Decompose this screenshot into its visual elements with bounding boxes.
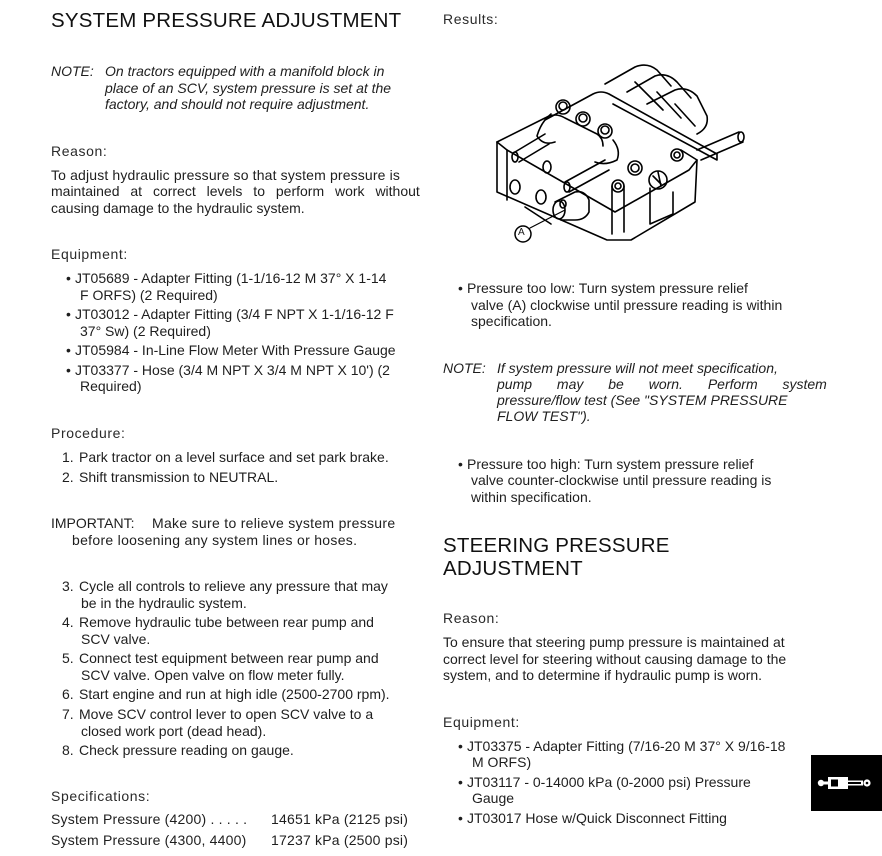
equipment-item-cont: F ORFS) (2 Required)	[80, 287, 218, 303]
result-line: valve counter-clockwise until pressure reading is	[471, 472, 772, 488]
note-label: NOTE:	[443, 360, 486, 376]
section-title-line: ADJUSTMENT	[443, 557, 583, 580]
note-line: factory, and should not require adjustment.	[105, 96, 370, 112]
result-line: specification.	[471, 313, 552, 329]
equipment-item: • JT05689 - Adapter Fitting (1-1/16-12 M 37° X 1-14	[75, 270, 386, 287]
reason-line: causing damage to the hydraulic system.	[51, 200, 305, 216]
spec-value: 14651 kPa (2125 psi)	[271, 811, 409, 827]
specifications-label: Specifications:	[51, 788, 151, 804]
step-text: Remove hydraulic tube between rear pump and	[79, 614, 374, 630]
step-number: 6.	[62, 686, 74, 702]
scv-valve-diagram	[485, 62, 750, 247]
step-text: Check pressure reading on gauge.	[79, 742, 294, 758]
important-label: IMPORTANT:	[51, 515, 135, 531]
note-label: NOTE:	[51, 63, 94, 79]
hydraulic-cylinder-icon	[817, 773, 875, 793]
results-label: Results:	[443, 11, 499, 27]
reason-line: maintained at correct levels to perform work without	[51, 183, 420, 199]
spec-row	[51, 832, 246, 849]
step-number: 1.	[62, 449, 74, 465]
page-title: SYSTEM PRESSURE ADJUSTMENT	[51, 9, 402, 32]
steering-reason-label: Reason:	[443, 610, 500, 626]
step-text: Connect test equipment between rear pump and	[79, 650, 379, 666]
step-text: Shift transmission to NEUTRAL.	[79, 469, 279, 485]
step-text-cont: SCV valve. Open valve on flow meter fully.	[81, 667, 345, 683]
step-text: Cycle all controls to relieve any pressure that may	[79, 578, 388, 594]
important-line: Make sure to relieve system pressure	[152, 515, 396, 531]
equipment-item: • JT03017 Hose w/Quick Disconnect Fitting	[467, 810, 727, 827]
result-line: • Pressure too high: Turn system pressure relief	[467, 456, 753, 473]
step-text: Park tractor on a level surface and set park brake.	[79, 449, 389, 465]
equipment-label: Equipment:	[51, 246, 128, 262]
equipment-item-cont: M ORFS)	[472, 754, 532, 770]
reason-line: To ensure that steering pump pressure is maintained at	[443, 634, 785, 650]
step-number: 2.	[62, 469, 74, 485]
step-text-cont: closed work port (dead head).	[81, 723, 267, 739]
reason-line: To adjust hydraulic pressure so that system pressure is	[51, 167, 401, 183]
equipment-item: • JT03117 - 0-14000 kPa (0-2000 psi) Pressure	[467, 774, 751, 791]
note-line: If system pressure will not meet specification,	[497, 360, 778, 376]
important-line: before loosening any system lines or hoses.	[72, 532, 358, 548]
step-text: Move SCV control lever to open SCV valve to a	[79, 706, 374, 722]
reason-line: system, and to determine if hydraulic pump is worn.	[443, 667, 763, 683]
note-line: place of an SCV, system pressure is set at the	[105, 80, 392, 96]
step-number: 5.	[62, 650, 74, 666]
steering-equipment-label: Equipment:	[443, 714, 520, 730]
step-number: 8.	[62, 742, 74, 758]
note-line: pump may be worn. Perform system	[497, 376, 827, 392]
step-number: 3.	[62, 578, 74, 594]
equipment-item: • JT03012 - Adapter Fitting (3/4 F NPT X 1-1/16-12 F	[75, 306, 394, 323]
reason-line: correct level for steering without causing damage to the	[443, 651, 787, 667]
note-line: On tractors equipped with a manifold block in	[105, 63, 385, 79]
step-text-cont: be in the hydraulic system.	[81, 595, 247, 611]
spec-row	[51, 811, 247, 828]
result-line: valve (A) clockwise until pressure reading is within	[471, 297, 783, 313]
spec-name: System Pressure (4200)	[51, 811, 207, 827]
note-line: pressure/flow test (See "SYSTEM PRESSURE	[497, 392, 788, 408]
spec-name: System Pressure (4300, 4400)	[51, 832, 247, 848]
reason-label: Reason:	[51, 143, 108, 159]
procedure-label: Procedure:	[51, 425, 126, 441]
equipment-item-cont: Required)	[80, 378, 142, 394]
equipment-item: • JT03375 - Adapter Fitting (7/16-20 M 37° X 9/16-18	[467, 738, 785, 755]
step-number: 4.	[62, 614, 74, 630]
spec-value: 17237 kPa (2500 psi)	[271, 832, 409, 848]
section-tab-hydraulics[interactable]	[811, 755, 882, 811]
result-line: • Pressure too low: Turn system pressure relief	[467, 280, 748, 297]
equipment-item: • JT03377 - Hose (3/4 M NPT X 3/4 M NPT X 10') (2	[75, 362, 390, 379]
section-title-line: STEERING PRESSURE	[443, 534, 670, 557]
equipment-item: • JT05984 - In-Line Flow Meter With Pressure Gauge	[75, 342, 396, 359]
step-number: 7.	[62, 706, 74, 722]
equipment-item-cont: Gauge	[472, 790, 515, 806]
equipment-item-cont: 37° Sw) (2 Required)	[80, 323, 211, 339]
callout-a-label: A	[518, 227, 525, 238]
spec-leader: . . . . .	[206, 811, 248, 827]
step-text-cont: SCV valve.	[81, 631, 151, 647]
step-text: Start engine and run at high idle (2500-2700 rpm).	[79, 686, 390, 702]
note-line: FLOW TEST").	[497, 408, 591, 424]
result-line: within specification.	[471, 489, 592, 505]
